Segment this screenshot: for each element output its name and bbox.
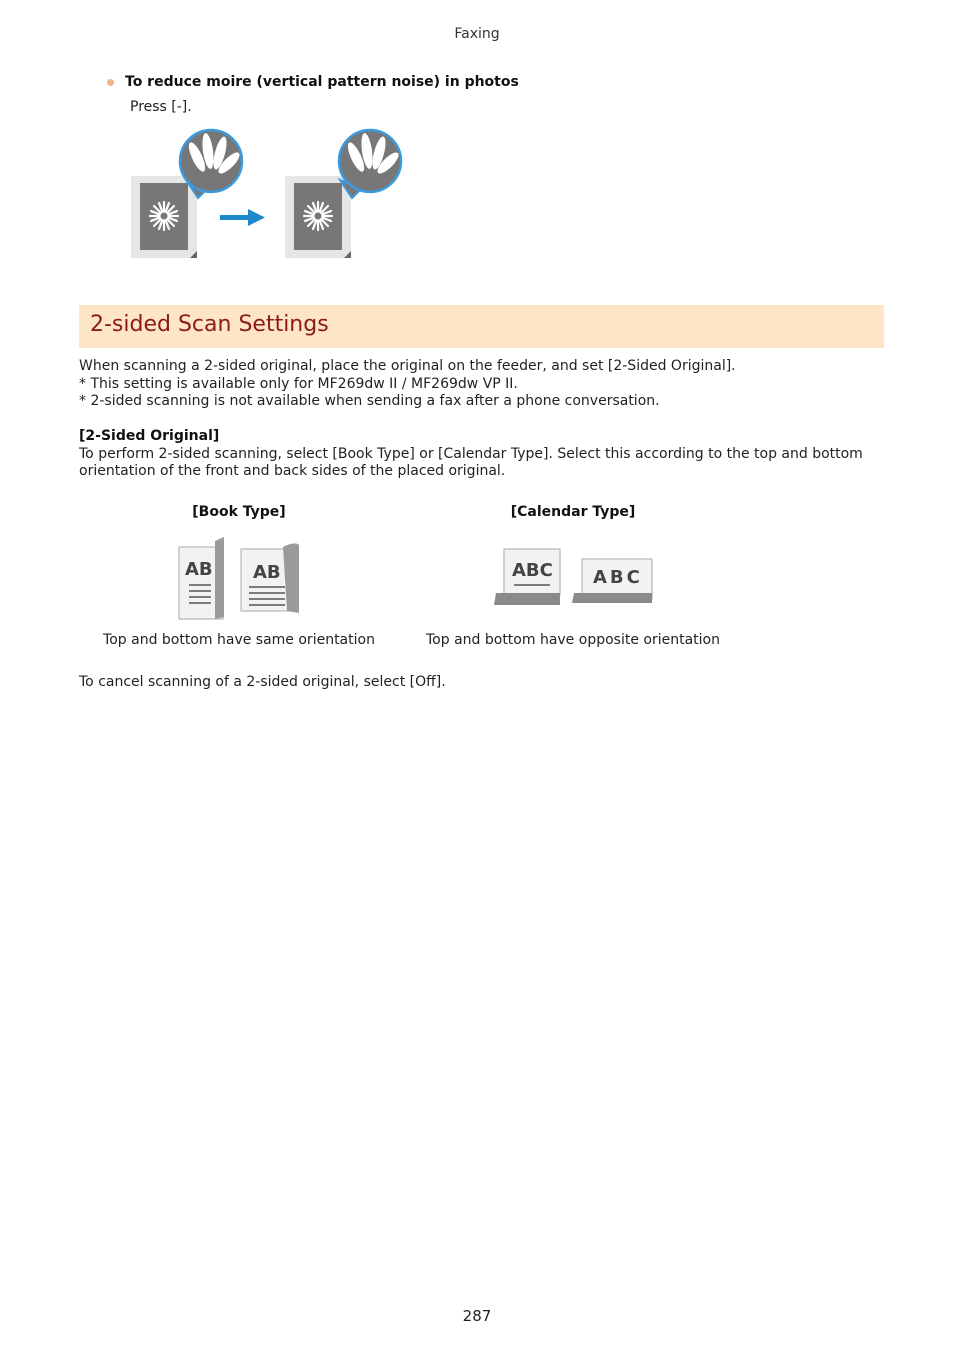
fax-restriction-note: * 2-sided scanning is not available when sending a fax after a phone conversation. [79, 393, 660, 409]
calendar-type-label: [Calendar Type] [510, 504, 636, 520]
calendar-type-illustration [490, 545, 660, 610]
book-type-label: [Book Type] [192, 504, 286, 520]
two-sided-original-heading: [2-Sided Original] [79, 428, 220, 444]
book-type-caption: Top and bottom have same orientation [103, 632, 375, 648]
moire-illustration [128, 128, 408, 263]
book-type-front-page [179, 537, 224, 619]
page-header: Faxing [454, 26, 500, 42]
two-sided-description-line1: To perform 2-sided scanning, select [Book Type] or [Calendar Type]. Select this according to the top and bottom [79, 446, 863, 462]
book-type-illustration [175, 535, 305, 623]
section-title: 2-sided Scan Settings [90, 312, 329, 337]
calendar-type-front-page [494, 549, 560, 605]
section-intro: When scanning a 2-sided original, place the original on the feeder, and set [2-Sided Original]. [79, 358, 736, 374]
book-type-glyph-front: AB [185, 559, 213, 580]
book-type-back-page [241, 543, 299, 613]
calendar-type-glyph-front: ABC [512, 560, 553, 581]
cancel-note: To cancel scanning of a 2-sided original, select [Off]. [79, 674, 446, 690]
bullet-dot [107, 79, 114, 86]
moire-bullet-title: To reduce moire (vertical pattern noise) in photos [125, 74, 519, 90]
book-type-glyph-back: AB [253, 562, 281, 583]
arrow-right-icon [220, 209, 265, 226]
moire-instruction: Press [-]. [130, 99, 192, 115]
reduced-moire-photo-icon [285, 130, 401, 258]
availability-note: * This setting is available only for MF269dw II / MF269dw VP II. [79, 376, 518, 392]
calendar-type-glyph-back: ABC [593, 567, 643, 588]
page-number: 287 [462, 1307, 492, 1325]
calendar-type-back-page [572, 559, 652, 603]
two-sided-description-line2: orientation of the front and back sides of the placed original. [79, 463, 506, 479]
calendar-type-caption: Top and bottom have opposite orientation [426, 632, 720, 648]
original-photo-icon [131, 130, 242, 258]
